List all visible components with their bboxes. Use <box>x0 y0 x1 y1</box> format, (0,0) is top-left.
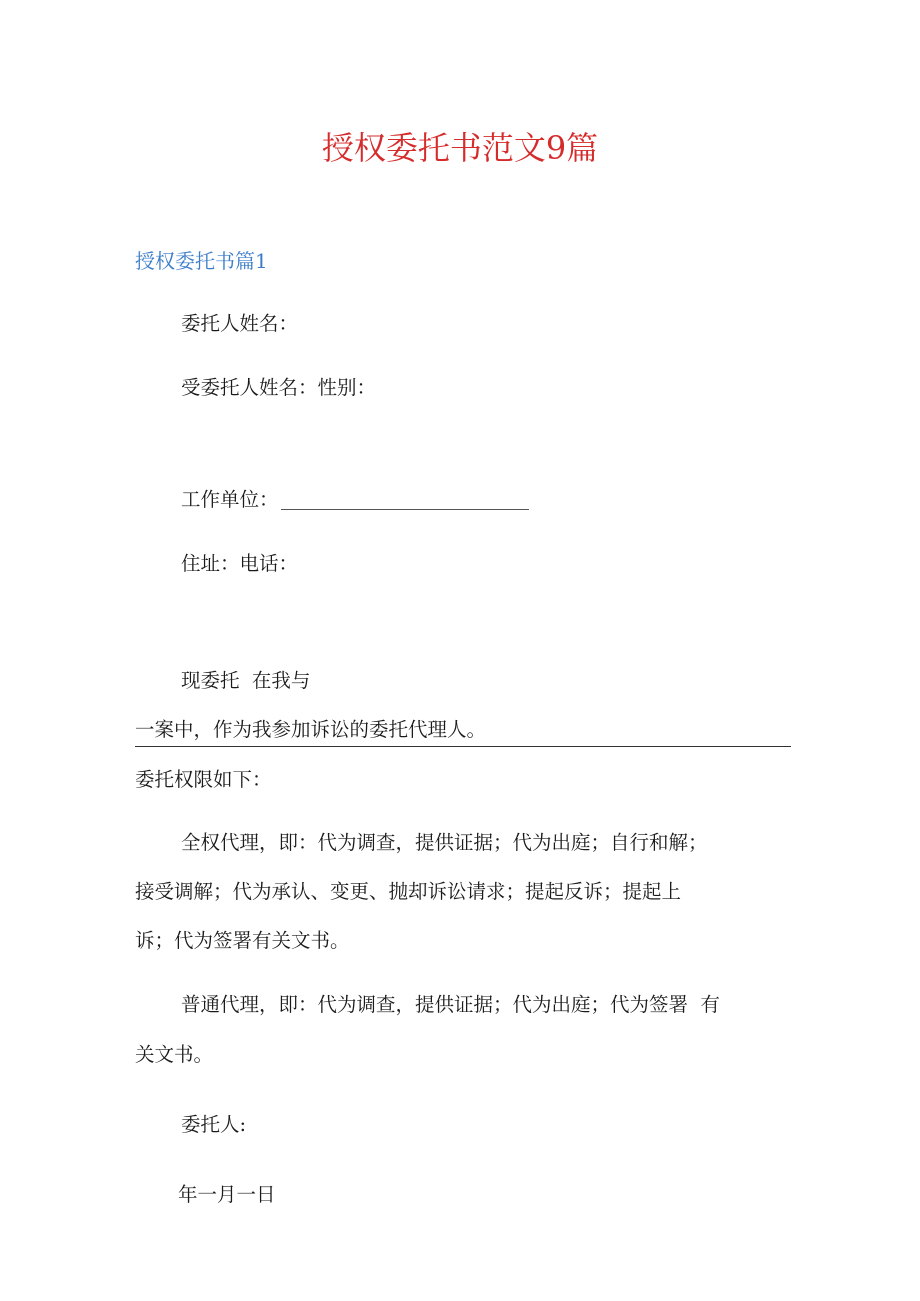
authority-intro-line: 委托权限如下： <box>135 768 272 791</box>
section-heading: 授权委托书篇1 <box>135 249 268 273</box>
principal-name-line: 委托人姓名： <box>181 312 299 335</box>
principal-signature-line: 委托人: <box>181 1113 247 1136</box>
work-unit-blank <box>281 489 529 510</box>
agent-name-gender-line: 受委托人姓名：性别： <box>181 376 377 399</box>
work-unit-line <box>181 485 529 515</box>
general-agency-line-1: 普通代理，即：代为调查，提供证据；代为出庭；代为签署 有 <box>181 993 720 1016</box>
work-unit-label: 工作单位： <box>181 488 279 511</box>
full-agency-line-1: 全权代理，即：代为调查，提供证据；代为出庭；自行和解； <box>181 831 708 854</box>
address-phone-line: 住址：电话： <box>181 552 299 575</box>
entrust-line-1: 现委托 在我与 <box>181 669 311 692</box>
horizontal-rule <box>135 746 791 747</box>
date-line: 年一月一日 <box>178 1183 276 1206</box>
full-agency-line-3: 诉；代为签署有关文书。 <box>135 929 350 952</box>
full-agency-line-2: 接受调解；代为承认、变更、抛却诉讼请求；提起反诉；提起上 <box>135 880 682 903</box>
entrust-line-2: 一案中，作为我参加诉讼的委托代理人。 <box>135 718 487 741</box>
general-agency-line-2: 关文书。 <box>135 1043 214 1066</box>
document-title: 授权委托书范文9篇 <box>321 129 599 167</box>
